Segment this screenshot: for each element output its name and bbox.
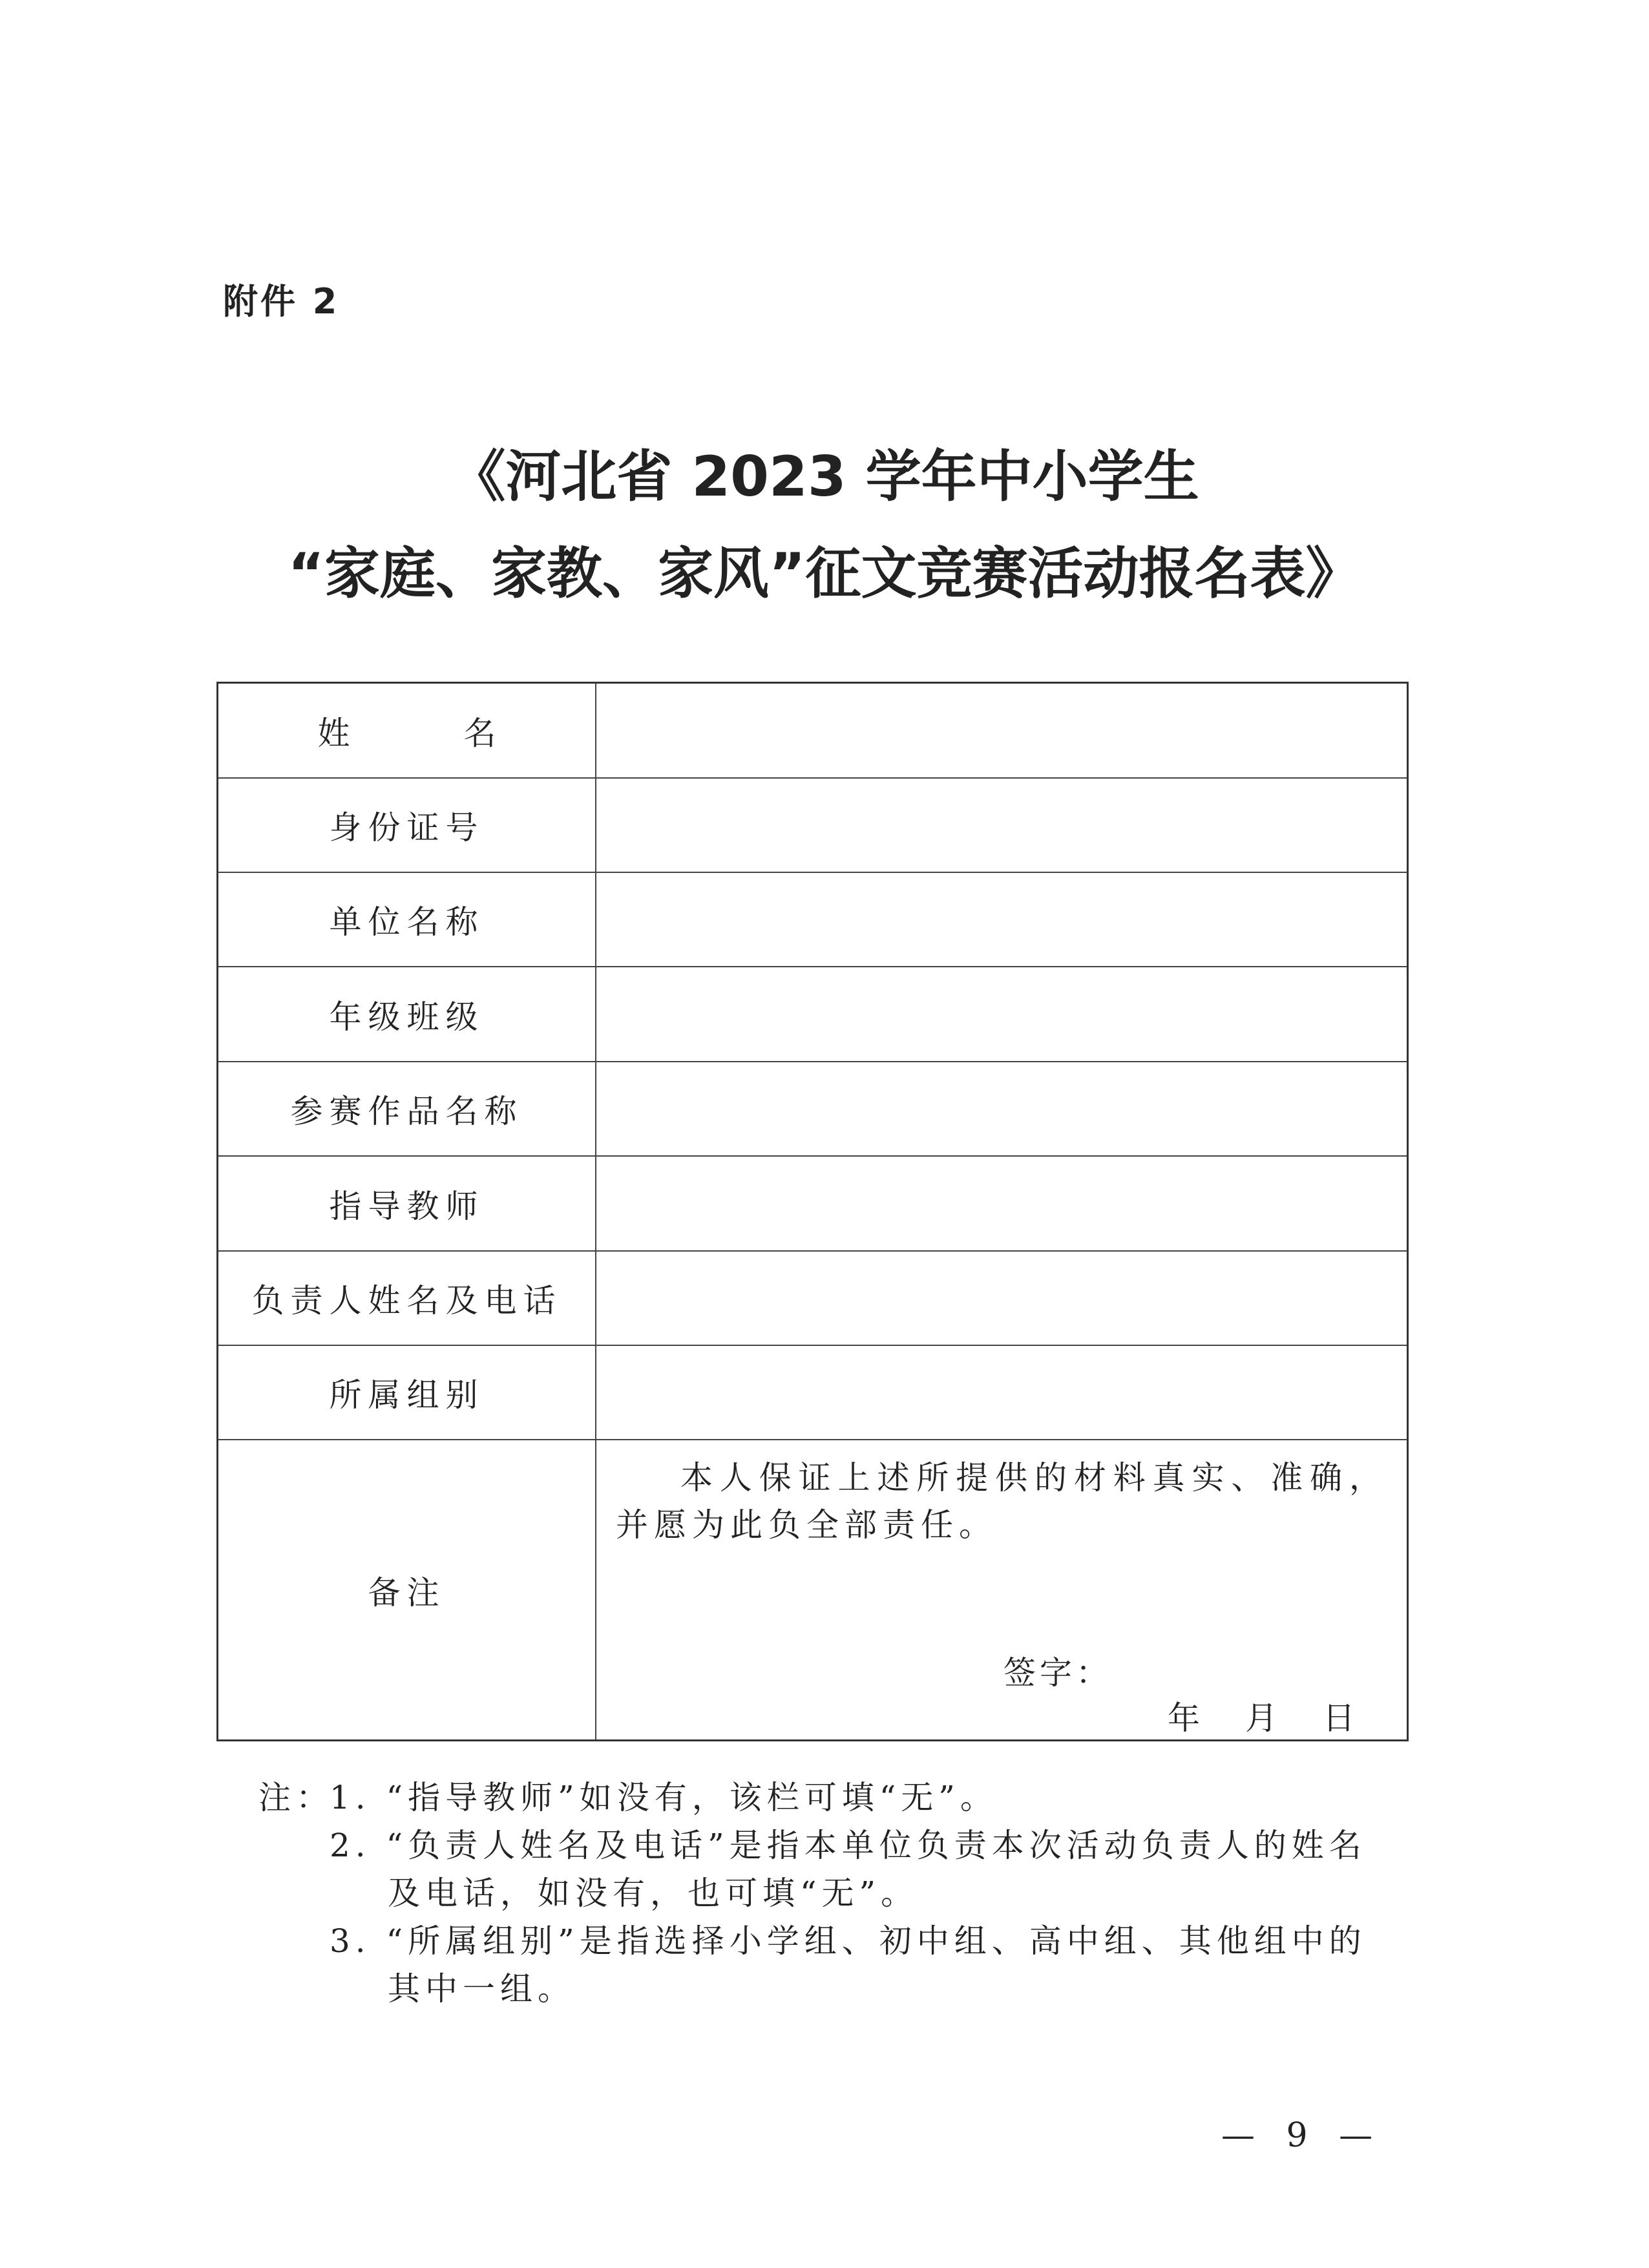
field-label-advisor: 指导教师 xyxy=(218,1157,596,1250)
field-value-organization[interactable] xyxy=(596,873,1407,966)
date-year-label: 年 xyxy=(1168,1699,1200,1737)
remarks-cell xyxy=(596,1440,1407,1739)
form-title-line-1: 《河北省 2023 学年中小学生 xyxy=(450,445,1199,509)
note-item-3: 3. “所属组别”是指选择小学组、初中组、高中组、其他组中的 xyxy=(330,1922,1367,1960)
field-value-grade-class[interactable] xyxy=(596,967,1407,1061)
date-day-label: 日 xyxy=(1323,1699,1355,1737)
note-item-2: 2. “负责人姓名及电话”是指本单位负责本次活动负责人的姓名 xyxy=(330,1827,1367,1864)
signature-date xyxy=(1168,1692,1355,1739)
signature-label: 签字： xyxy=(1003,1654,1112,1692)
form-row-name xyxy=(218,684,1407,779)
note-item-1 xyxy=(258,1774,1422,1822)
field-label-group: 所属组别 xyxy=(218,1346,596,1439)
note-item-3-continued: 其中一组。 xyxy=(388,1970,575,2008)
field-value-group[interactable] xyxy=(596,1346,1407,1439)
field-value-id-number[interactable] xyxy=(596,779,1407,872)
field-label-organization: 单位名称 xyxy=(218,873,596,966)
form-notes xyxy=(258,1774,1422,2013)
form-row-grade-class xyxy=(218,967,1407,1062)
note-text-1: 1. “指导教师”如没有，该栏可填“无”。 xyxy=(330,1779,998,1816)
note-item-2-continued: 及电话，如没有，也可填“无”。 xyxy=(388,1874,919,1912)
field-value-work-title[interactable] xyxy=(596,1062,1407,1155)
form-row-organization xyxy=(218,873,1407,967)
remarks-statement: 本人保证上述所提供的材料真实、准确，并愿为此负全部责任。 xyxy=(616,1459,1387,1544)
field-label-id-number: 身份证号 xyxy=(218,779,596,872)
field-label-remarks: 备注 xyxy=(218,1440,596,1739)
form-row-group xyxy=(218,1346,1407,1440)
form-title-line-2: “家庭、家教、家风”征文竞赛活动报名表》 xyxy=(288,541,1361,606)
field-label-work-title: 参赛作品名称 xyxy=(218,1062,596,1155)
attachment-label: 附件 2 xyxy=(223,281,340,322)
form-row-contact-person xyxy=(218,1252,1407,1346)
form-row-remarks xyxy=(218,1440,1407,1739)
field-value-name[interactable] xyxy=(596,684,1407,777)
field-label-grade-class: 年级班级 xyxy=(218,967,596,1061)
form-row-id-number xyxy=(218,779,1407,873)
notes-prefix: 注： xyxy=(258,1779,333,1816)
page-number: — 9 — xyxy=(1221,2116,1383,2155)
form-row-advisor xyxy=(218,1157,1407,1252)
field-label-name: 姓 名 xyxy=(218,684,596,777)
registration-form-table xyxy=(216,682,1409,1741)
field-value-contact-person[interactable] xyxy=(596,1252,1407,1345)
field-value-advisor[interactable] xyxy=(596,1157,1407,1250)
form-row-work-title xyxy=(218,1062,1407,1157)
date-month-label: 月 xyxy=(1245,1699,1277,1737)
field-label-contact-person: 负责人姓名及电话 xyxy=(218,1252,596,1345)
